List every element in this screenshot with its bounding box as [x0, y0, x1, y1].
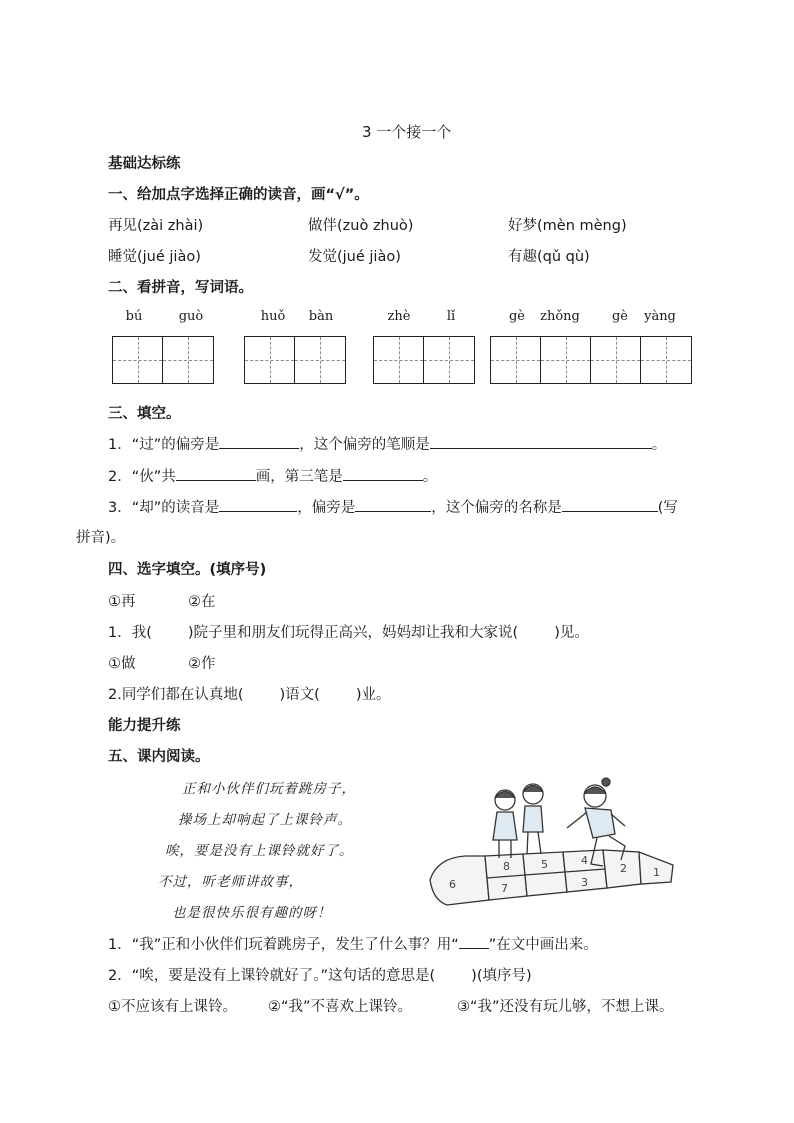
- page-title: 3 一个接一个: [362, 123, 452, 141]
- pinyin-label: bàn: [308, 309, 334, 324]
- q4-sentence-2: 2.同学们都在认真地( )语文( )业。: [108, 687, 391, 703]
- q4-option: ②在: [188, 594, 216, 610]
- pinyin-label: zhǒng: [540, 309, 580, 324]
- grid-cell[interactable]: [113, 337, 163, 383]
- grid-cell[interactable]: [245, 337, 295, 383]
- q1-item: 好梦(mèn mèng): [508, 218, 627, 234]
- writing-grid[interactable]: [490, 336, 692, 384]
- pinyin-label: gè: [611, 309, 628, 324]
- underline-sample: [459, 935, 489, 949]
- grid-cell[interactable]: [424, 337, 474, 383]
- q4-heading: 四、选字填空。(填序号): [108, 562, 267, 578]
- q5-choice: ③“我”还没有玩儿够，不想上课。: [457, 999, 674, 1015]
- section-basic: 基础达标练: [108, 156, 181, 172]
- q1-item: 再见(zài zhài): [108, 218, 204, 234]
- q2-heading: 二、看拼音，写词语。: [108, 280, 253, 296]
- poem-line: 不过，听老师讲故事，: [158, 874, 303, 890]
- hop-number: 3: [581, 876, 588, 889]
- q1-item: 睡觉(jué jiào): [108, 249, 201, 265]
- answer-blank[interactable]: [343, 467, 423, 481]
- writing-grid[interactable]: [112, 336, 214, 384]
- q1-heading: 一、给加点字选择正确的读音，画“√”。: [108, 187, 369, 203]
- answer-blank[interactable]: [430, 435, 652, 449]
- section-advanced: 能力提升练: [108, 718, 181, 734]
- q4-sentence-1: 1．我( )院子里和朋友们玩得正高兴，妈妈却让我和大家说( )见。: [108, 625, 589, 641]
- q5-question-2: 2．“唉，要是没有上课铃就好了。”这句话的意思是( )(填序号): [108, 968, 532, 984]
- hop-number: 4: [581, 854, 588, 867]
- poem-line: 操场上却响起了上课铃声。: [178, 812, 352, 828]
- poem-line: 正和小伙伴们玩着跳房子，: [182, 781, 356, 797]
- writing-grid[interactable]: [373, 336, 475, 384]
- writing-grid[interactable]: [244, 336, 346, 384]
- pinyin-label: zhè: [387, 309, 411, 324]
- pinyin-label: bú: [125, 309, 143, 324]
- q3-line-2: 2．“伙”共 画，第三笔是 。: [108, 469, 438, 485]
- hop-number: 7: [501, 882, 508, 895]
- q3-line-1: 1．“过”的偏旁是 ，这个偏旁的笔顺是 。: [108, 437, 667, 453]
- answer-blank[interactable]: [219, 435, 299, 449]
- q1-item: 发觉(jué jiào): [308, 249, 401, 265]
- answer-blank[interactable]: [355, 498, 431, 512]
- pinyin-label: lǐ: [446, 309, 456, 324]
- q4-option: ②作: [188, 656, 216, 672]
- pinyin-label: huǒ: [260, 309, 286, 324]
- grid-cell[interactable]: [295, 337, 345, 383]
- answer-blank[interactable]: [562, 498, 658, 512]
- grid-cell[interactable]: [541, 337, 591, 383]
- q3-line-3-cont: 拼音)。: [76, 530, 126, 546]
- q4-option: ①做: [108, 656, 136, 672]
- hop-number: 1: [653, 866, 660, 879]
- q1-item: 做伴(zuò zhuò): [308, 218, 414, 234]
- hop-number: 2: [620, 862, 627, 875]
- grid-cell[interactable]: [641, 337, 691, 383]
- answer-blank[interactable]: [176, 467, 256, 481]
- hop-number: 5: [541, 858, 548, 871]
- hop-number: 6: [449, 878, 456, 891]
- hop-number: 8: [503, 860, 510, 873]
- q5-choice: ①不应该有上课铃。: [108, 999, 237, 1015]
- q5-heading: 五、课内阅读。: [108, 749, 210, 765]
- grid-cell[interactable]: [374, 337, 424, 383]
- hopscotch-illustration: [425, 760, 680, 915]
- q5-question-1: 1．“我”正和小伙伴们玩着跳房子，发生了什么事？用“ ”在文中画出来。: [108, 937, 598, 953]
- q1-item: 有趣(qǔ qù): [508, 249, 590, 265]
- pinyin-label: gè: [508, 309, 525, 324]
- grid-cell[interactable]: [163, 337, 213, 383]
- q4-option: ①再: [108, 594, 136, 610]
- poem-line: 唉，要是没有上课铃就好了。: [165, 843, 354, 859]
- pinyin-label: yàng: [644, 309, 676, 324]
- q3-line-3: 3．“却”的读音是 ，偏旁是 ，这个偏旁的名称是 (写: [108, 500, 678, 516]
- poem-line: 也是很快乐很有趣的呀！: [172, 905, 332, 921]
- q5-choice: ②“我”不喜欢上课铃。: [268, 999, 413, 1015]
- grid-cell[interactable]: [491, 337, 541, 383]
- pinyin-label: guò: [178, 309, 204, 324]
- grid-cell[interactable]: [591, 337, 641, 383]
- answer-blank[interactable]: [219, 498, 297, 512]
- q3-heading: 三、填空。: [108, 406, 181, 422]
